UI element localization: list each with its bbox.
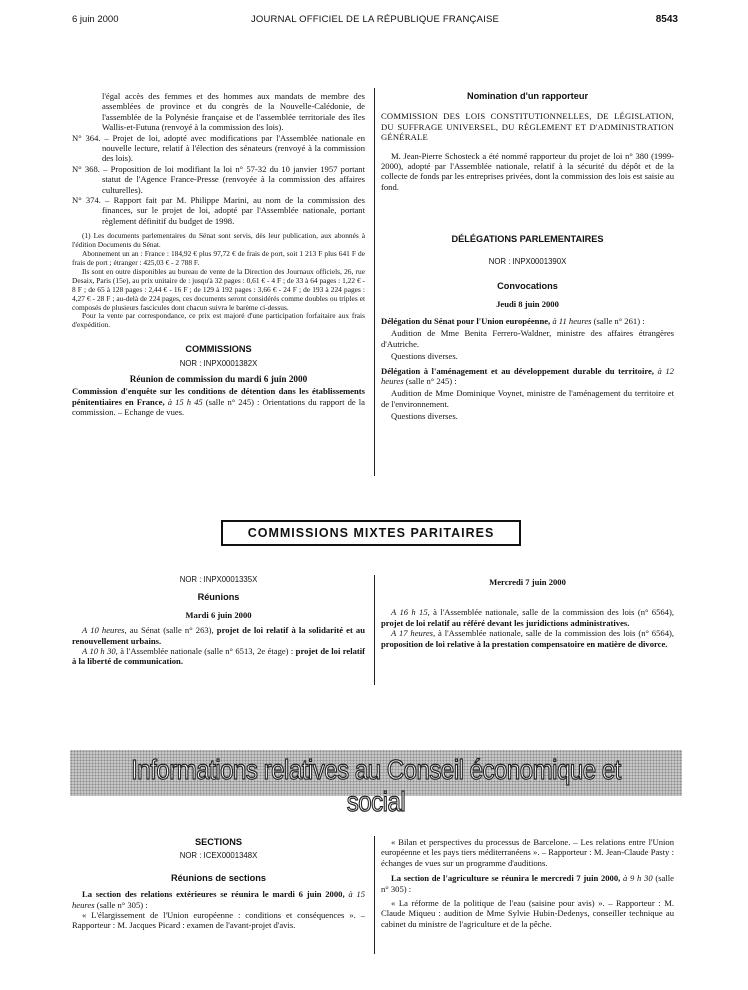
left-column-top [72, 91, 365, 418]
cese-banner-title: Informations relatives au Conseil économique et social [131, 754, 621, 817]
cmp-session-place: à l'Assemblée nationale, salle de la commission des lois (n° 6564), [433, 607, 674, 618]
commissions-nor: NOR : INPX0001382X [179, 358, 258, 368]
column-divider [374, 88, 375, 476]
cese-right-column [381, 837, 674, 929]
section-name: La section de l'agriculture se réunira le mercredi 7 juin 2000, [391, 873, 621, 884]
reunion-agenda: Orientations du rapport de la commission. – Echange de vues. [72, 396, 366, 418]
section-room: (salle n° 305) : [381, 873, 674, 894]
delegation-time: à 11 heures [552, 315, 592, 326]
delegation-room: (salle n° 245) : [405, 375, 457, 386]
reunion-commission: Commission d'enquête sur les conditions de détention dans les établissements pénitentiaires en France, [72, 386, 365, 407]
delegation-name: Délégation du Sénat pour l'Union européenne, [381, 315, 551, 326]
delegation-room: (salle n° 261) : [593, 315, 645, 326]
cmp-session-time: A 16 h 15, [391, 607, 430, 618]
sections-nor: NOR : ICEX0001348X [179, 851, 258, 861]
cmp-day-heading: Mardi 6 juin 2000 [185, 609, 252, 620]
footnote: Abonnement un an : France : 184,92 € plus 97,72 € de frais de port, soit 1 213 F plus 641 F de frais de port ; étranger : 425,03 € - 2 788 F. [72, 249, 365, 267]
reunion-room: (salle n° 245) : [205, 396, 260, 407]
cmp-session-place: à l'Assemblée nationale, salle de la commission des lois (n° 6564), [438, 628, 674, 639]
cese-banner [70, 750, 682, 817]
cmp-session-subject: projet de loi relatif à la liberté de communication. [72, 646, 365, 667]
cmp-session [72, 646, 365, 667]
reunion-heading: Réunion de commission du mardi 6 juin 2000 [129, 374, 308, 385]
section-agenda: « L'élargissement de l'Union européenne : conditions et conséquences ». – Rapporteur : M. Jacques Picard : examen de l'avant-projet d'avis. [72, 910, 365, 931]
footnotes [72, 232, 365, 330]
reunions-sections-heading: Réunions de sections [171, 872, 266, 883]
delegation-time: à 12 heures [381, 365, 674, 386]
cmp-session [381, 628, 674, 649]
delegation-audition: Audition de Mme Dominique Voynet, ministre de l'aménagement du territoire et de l'environnement. [381, 388, 674, 409]
cmp-session [72, 625, 365, 646]
delegation-questions: Questions diverses. [391, 351, 458, 362]
intro-paragraph: l'égal accès des femmes et des hommes aux mandats de membre des assemblées de province et du congrès de la Nouvelle-Calédonie, de l'assemblée de la Polynésie française et de l'assemblée territoriale des îles Wallis-et-Futuna (renvoyé à la commission des lois). [102, 91, 365, 133]
cese-left-column [72, 837, 365, 931]
document-item: N° 364. – Projet de loi, adopté avec modifications par l'Assemblée nationale en nouvelle lecture, relatif à l'élection des sénateurs (renvoyé à la commission des lois). [72, 132, 365, 164]
document-item: N° 374. – Rapport fait par M. Philippe Marini, au nom de la commission des finances, sur le projet de loi, adopté par l'Assemblée nationale, portant règlement définitif du budget de 1998. [72, 195, 365, 226]
header-title: JOURNAL OFFICIEL DE LA RÉPUBLIQUE FRANÇAISE [250, 14, 500, 25]
convocations-date: Jeudi 8 juin 2000 [496, 299, 559, 310]
cmp-banner: COMMISSIONS MIXTES PARITAIRES [221, 520, 521, 546]
header-date: 6 juin 2000 [72, 14, 119, 25]
reunion-time: à 15 h 45 [167, 396, 203, 407]
cmp-session-time: A 10 h 30, [82, 646, 118, 657]
delegations-heading: DÉLÉGATIONS PARLEMENTAIRES [451, 234, 604, 245]
section-time: à 9 h 30 [623, 873, 653, 884]
delegation-questions: Questions diverses. [391, 411, 458, 422]
commission-name: COMMISSION DES LOIS CONSTITUTIONNELLES, DE LÉGISLATION, DU SUFFRAGE UNIVERSEL, DU RÈGLEMENT ET D'ADMINISTRATION GÉNÉRALE [381, 111, 674, 143]
rapporteur-heading: Nomination d'un rapporteur [466, 91, 589, 101]
delegation-audition: Audition de Mme Benita Ferrero-Waldner, ministre des affaires étrangères d'Autriche. [381, 328, 674, 349]
cmp-session-subject: projet de loi relatif au référé devant les juridictions administratives. [381, 617, 630, 628]
cmp-reunions-heading: Réunions [197, 592, 240, 603]
page-number: 8543 [655, 14, 678, 25]
document-item: N° 368. – Proposition de loi modifiant la loi n° 57-32 du 10 janvier 1957 portant statut de l'Agence France-Presse (renvoyée à la commission des affaires culturelles). [72, 163, 365, 195]
footnote: Pour la vente par correspondance, ce prix est majoré d'une participation forfaitaire aux frais d'expédition. [72, 311, 365, 330]
section-name: La section des relations extérieures se réunira le mardi 6 juin 2000, [82, 889, 345, 900]
cmp-session [381, 607, 674, 628]
column-divider [374, 836, 375, 954]
commissions-heading: COMMISSIONS [185, 344, 252, 355]
cmp-right-column [381, 577, 674, 649]
cmp-day-heading: Mercredi 7 juin 2000 [489, 577, 566, 587]
cmp-nor: NOR : INPX0001335X [179, 575, 258, 584]
footnote: (1) Les documents parlementaires du Sénat sont servis, dès leur publication, aux abonnés à l'édition Documents du Sénat. [72, 231, 365, 250]
cmp-left-column [72, 575, 365, 667]
delegation-item [381, 316, 674, 326]
footnote: Ils sont en outre disponibles au bureau de vente de la Direction des Journaux officiels, 26, rue Desaix, Paris (15e), au prix unitaire de : jusqu'à 32 pages : 0,61 € - 4 F ; de 33 à 64 pages : 1,22 € - 8 F ; de 65 à 128 pages : 2,44 € - 16 F ; de 129 à 192 pages : 3,66 € - 24 F ; de 193 à 224 pages : 4,27 € - 28 F ; au-delà de 224 pages, ces documents seront considérés comme doubles ou triples et composés de plusieurs fascicules dont chacun suivra le barème ci-dessus. [72, 266, 365, 312]
nomination-text: M. Jean-Pierre Schosteck a été nommé rapporteur du projet de loi n° 380 (1999-2000), adopté par l'Assemblée nationale, relatif à la sécurité du dépôt et de la collecte de fonds par les entreprises privées, dont la commission des lois est saisie au fond. [381, 150, 674, 192]
reunion-paragraph [72, 386, 365, 417]
cmp-session-place: au Sénat (salle n° 263), [129, 625, 214, 636]
cmp-session-subject: projet de loi relatif à la solidarité et au renouvellement urbains. [72, 625, 365, 646]
cmp-session-time: A 17 heures, [391, 628, 436, 639]
column-divider [374, 575, 375, 685]
convocations-heading: Convocations [497, 281, 558, 292]
section-time: à 15 heures [72, 889, 365, 910]
section-agenda: « Bilan et perspectives du processus de Barcelone. – Les relations entre l'Union européenne et les pays tiers méditerranéens ». – Rapporteur : M. Jean-Claude Pasty : échanges de vues sur un programme d'auditions. [381, 837, 674, 868]
cmp-session-subject: proposition de loi relative à la prestation compensatoire en matière de divorce. [381, 638, 668, 649]
delegations-nor: NOR : INPX0001390X [488, 256, 567, 266]
section-agenda: « La réforme de la politique de l'eau (saisine pour avis) ». – Rapporteur : M. Claude Miqueu : audition de Mme Sylvie Hubin-Dedenys, conseiller technique au cabinet du ministre de l'agriculture et de la pêche. [381, 898, 674, 929]
sections-heading: SECTIONS [195, 837, 242, 847]
section-meeting [72, 889, 365, 910]
delegation-name: Délégation à l'aménagement et au développement durable du territoire, [381, 365, 654, 376]
page-header [72, 14, 678, 30]
delegation-item [381, 366, 674, 387]
cmp-session-time: A 10 heures, [82, 625, 127, 636]
section-meeting [381, 873, 674, 894]
section-room: (salle n° 305) : [96, 899, 148, 910]
right-column-top [381, 91, 674, 422]
cmp-session-place: à l'Assemblée nationale (salle n° 6513, 2e étage) : [120, 646, 294, 657]
